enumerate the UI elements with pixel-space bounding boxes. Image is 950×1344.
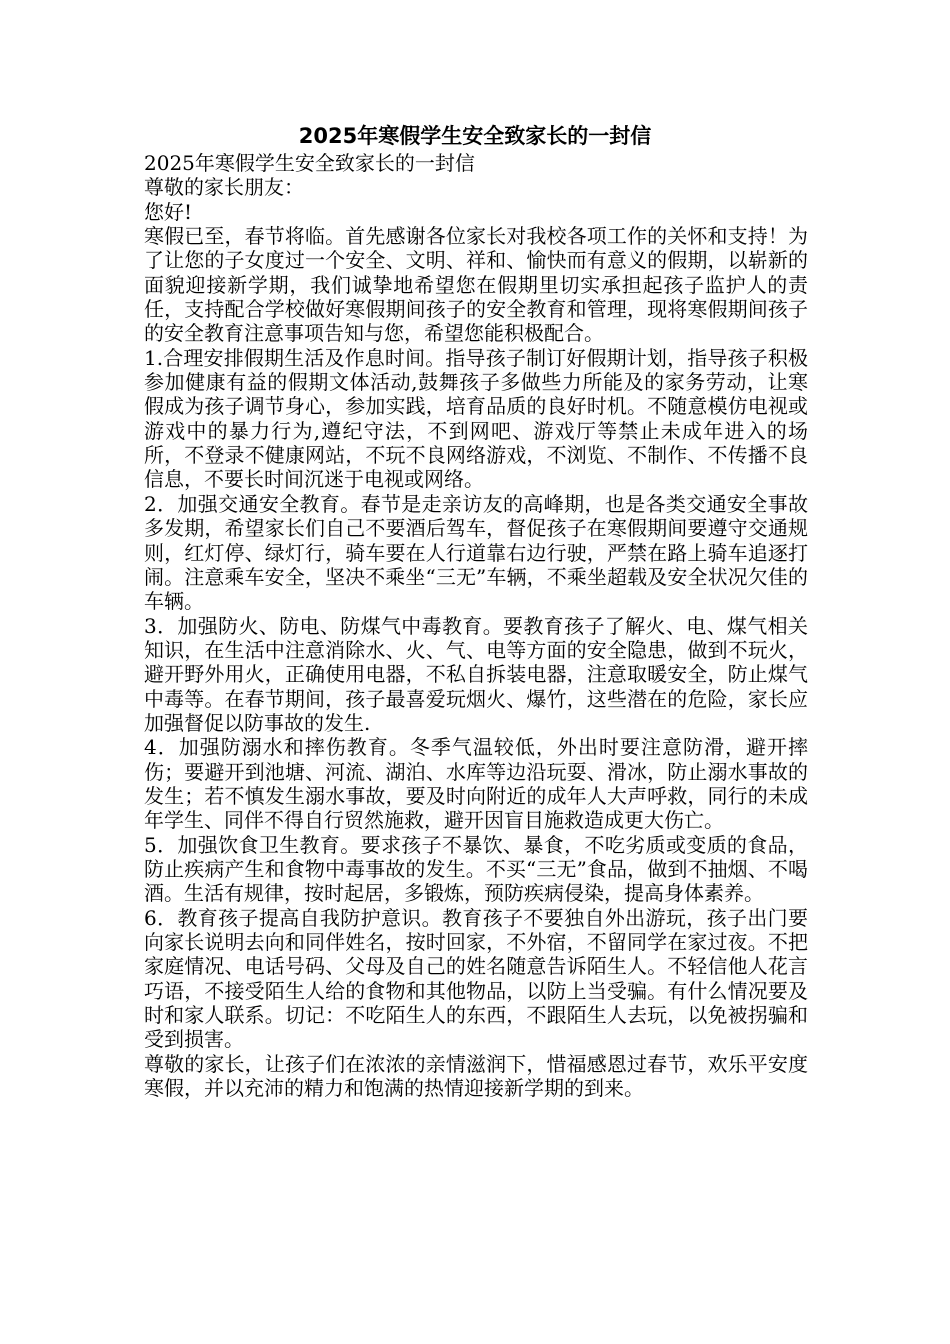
intro-paragraph: 寒假已至，春节将临。首先感谢各位家长对我校各项工作的关怀和支持！为了让您的子女度过一个安全、文明、祥和、愉快而有意义的假期，以崭新的面貌迎接新学期，我们诚挚地希望您在假期里切实承担起孩子监护人的责任，支持配合学校做好寒假期间孩子的安全教育和管理，现将寒假期间孩子的安全教育注意事项告知与您，希望您能积极配合。 bbox=[144, 224, 808, 346]
greeting: 您好! bbox=[144, 199, 193, 224]
item-6-self-protection: 6．教育孩子提高自我防护意识。教育孩子不要独自外出游玩，孩子出门要向家长说明去向和同伴姓名，按时回家，不外宿，不留同学在家过夜。不把家庭情况、电话号码、父母及自己的姓名随意告诉陌生人。不轻信他人花言巧语，不接受陌生人给的食物和其他物品，以防上当受骗。有什么情况要及时和家人联系。切记：不吃陌生人的东西，不跟陌生人去玩，以免被拐骗和受到损害。 bbox=[144, 905, 808, 1052]
item-2-traffic-safety: 2．加强交通安全教育。春节是走亲访友的高峰期，也是各类交通安全事故多发期，希望家长们自己不要酒后驾车，督促孩子在寒假期间要遵守交通规则，红灯停、绿灯行，骑车要在人行道靠右边行驶，严禁在路上骑车追逐打闹。注意乘车安全，坚决不乘坐“三无”车辆，不乘坐超载及安全状况欠佳的车辆。 bbox=[144, 491, 808, 614]
document-body bbox=[144, 151, 808, 1100]
salutation: 尊敬的家长朋友： bbox=[144, 175, 304, 200]
closing-paragraph: 尊敬的家长，让孩子们在浓浓的亲情滋润下，惜福感恩过春节，欢乐平安度寒假，并以充沛的精力和饱满的热情迎接新学期的到来。 bbox=[144, 1051, 808, 1101]
item-1-schedule: 1.合理安排假期生活及作息时间。指导孩子制订好假期计划，指导孩子积极参加健康有益的假期文体活动,鼓舞孩子多做些力所能及的家务劳动，让寒假成为孩子调节身心，参加实践，培育品质的良好时机。不随意模仿电视或游戏中的暴力行为,遵纪守法，不到网吧、游戏厅等禁止未成年进入的场所，不登录不健康网站，不玩不良网络游戏，不浏览、不制作、不传播不良信息，不要长时间沉迷于电视或网络。 bbox=[144, 345, 808, 492]
item-4-drowning-falls: 4．加强防溺水和摔伤教育。冬季气温较低，外出时要注意防滑，避开摔伤；要避开到池塘、河流、湖泊、水库等边沿玩耍、滑冰，防止溺水事故的发生；若不慎发生溺水事故，要及时向附近的成年人大声呼救，同行的未成年学生、同伴不得自行贸然施救，避开因盲目施救造成更大伤亡。 bbox=[144, 735, 808, 833]
document-title: 2025年寒假学生安全致家长的一封信 bbox=[298, 124, 652, 148]
repeated-title-line: 2025年寒假学生安全致家长的一封信 bbox=[144, 151, 475, 175]
item-5-food-hygiene: 5．加强饮食卫生教育。要求孩子不暴饮、暴食，不吃劣质或变质的食品，防止疾病产生和食物中毒事故的发生。不买“三无”食品，做到不抽烟、不喝酒。生活有规律，按时起居，多锻炼，预防疾病侵染，提高身体素养。 bbox=[144, 832, 808, 906]
item-3-fire-electric-gas: 3．加强防火、防电、防煤气中毒教育。要教育孩子了解火、电、煤气相关知识，在生活中注意消除水、火、气、电等方面的安全隐患，做到不玩火，避开野外用火，正确使用电器，不私自拆装电器，注意取暖安全，防止煤气中毒等。在春节期间，孩子最喜爱玩烟火、爆竹，这些潜在的危险，家长应加强督促以防事故的发生. bbox=[144, 613, 808, 735]
